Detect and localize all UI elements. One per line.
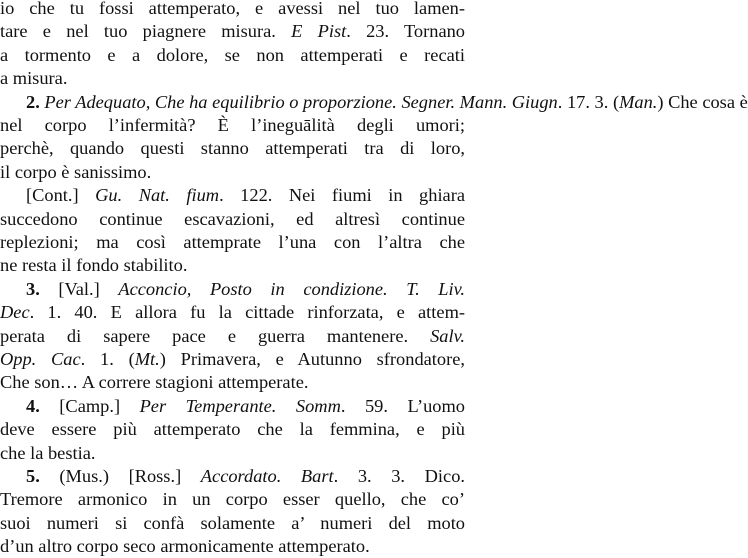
italic-segment: Accordato. Bart xyxy=(200,466,334,486)
text-segment: . 1. 40. E allora fu la cittade rinforzata, e attem- xyxy=(29,302,465,323)
text-segment: tare e nel tuo piagnere misura. xyxy=(0,21,292,42)
text-line xyxy=(0,254,465,277)
text-segment: . 59. L’uomo xyxy=(340,395,466,416)
text-segment: perata di sapere pace e guerra mantenere. xyxy=(0,325,431,346)
italic-segment: Dec xyxy=(0,302,30,323)
text-segment: d’un altro corpo seco armonicamente attemperato. xyxy=(0,536,370,557)
text-segment: Tremore armonico in un corpo esser quello, che co’ xyxy=(0,489,465,510)
text-segment: [Cont.] xyxy=(26,185,96,206)
text-segment: a misura. xyxy=(0,68,68,89)
sense-number: 2. xyxy=(26,91,45,112)
text-segment: nel corpo l’infermità? È l’ineguālità degli umori; xyxy=(0,115,465,135)
text-line xyxy=(0,0,465,20)
italic-segment: Opp. Cac xyxy=(0,349,81,369)
italic-segment: Man. xyxy=(619,91,658,112)
text-segment: deve essere più attemperato che la femmina, e più xyxy=(0,419,465,440)
text-line xyxy=(0,535,465,558)
text-segment: che la bestia. xyxy=(0,442,96,463)
text-line xyxy=(0,20,465,43)
text-segment: . 3. 3. Dico. xyxy=(333,466,465,486)
text-segment: . 1. ( xyxy=(80,349,135,369)
text-segment: [Camp.] xyxy=(59,395,140,416)
text-segment: a tormento e a dolore, se non attemperati e recati xyxy=(0,44,465,65)
text-segment: . 17. 3. ( xyxy=(557,91,620,112)
text-line xyxy=(0,418,465,441)
text-segment: (Mus.) [Ross.] xyxy=(59,466,201,486)
text-line xyxy=(0,512,465,535)
text-segment: ) Primavera, e Autunno sfrondatore, xyxy=(159,349,465,369)
text-line xyxy=(0,488,465,511)
text-segment: Che son… A correre stagioni attemperate. xyxy=(0,372,309,393)
text-segment: perchè, quando questi stanno attemperati tra di loro, xyxy=(0,138,465,159)
text-segment: suoi numeri si confà solamente a’ numeri del moto xyxy=(0,512,465,533)
text-line xyxy=(0,395,465,418)
text-segment: il corpo è sanissimo. xyxy=(0,161,152,182)
text-line xyxy=(0,278,465,301)
sense-number: 4. xyxy=(26,395,60,416)
italic-segment: Mt. xyxy=(134,349,160,369)
text-line xyxy=(0,67,465,90)
text-segment: . 122. Nei fiumi in ghiara xyxy=(219,185,466,206)
sense-number: 5. xyxy=(26,466,60,486)
text-line xyxy=(0,325,465,348)
text-segment: replezioni; ma così attemprate l’una con l’altra che xyxy=(0,232,465,252)
text-segment: ne resta il fondo stabilito. xyxy=(0,255,188,276)
text-line xyxy=(0,161,465,184)
text-line xyxy=(0,301,465,324)
italic-segment: Per Adequato, Che ha equilibrio o proporzione. Segner. Mann. Giugn xyxy=(44,91,558,112)
text-line xyxy=(0,91,748,114)
italic-segment: E Pist xyxy=(291,21,347,42)
text-segment: [Val.] xyxy=(58,278,119,299)
text-line xyxy=(0,231,465,254)
italic-segment: Acconcio, Posto in condizione. T. Liv. xyxy=(118,278,465,299)
text-segment: . 23. Tornano xyxy=(346,21,465,42)
italic-segment: Salv. xyxy=(430,325,465,346)
italic-segment: Per Temperante. Somm xyxy=(139,395,341,416)
text-line xyxy=(0,371,465,394)
text-line xyxy=(0,44,465,67)
italic-segment: Gu. Nat. fium xyxy=(95,185,220,206)
text-line xyxy=(0,184,465,207)
text-line xyxy=(0,208,465,231)
text-line xyxy=(0,465,465,488)
text-line xyxy=(0,348,465,371)
text-line xyxy=(0,114,465,137)
text-line xyxy=(0,137,465,160)
text-line xyxy=(0,442,465,465)
text-segment: succedono continue escavazioni, ed altresì continue xyxy=(0,208,465,229)
sense-number: 3. xyxy=(26,278,59,299)
text-segment: ) Che cosa è xyxy=(657,91,748,112)
text-segment: io che tu fossi attemperato, e avessi nel tuo lamen- xyxy=(0,0,465,18)
